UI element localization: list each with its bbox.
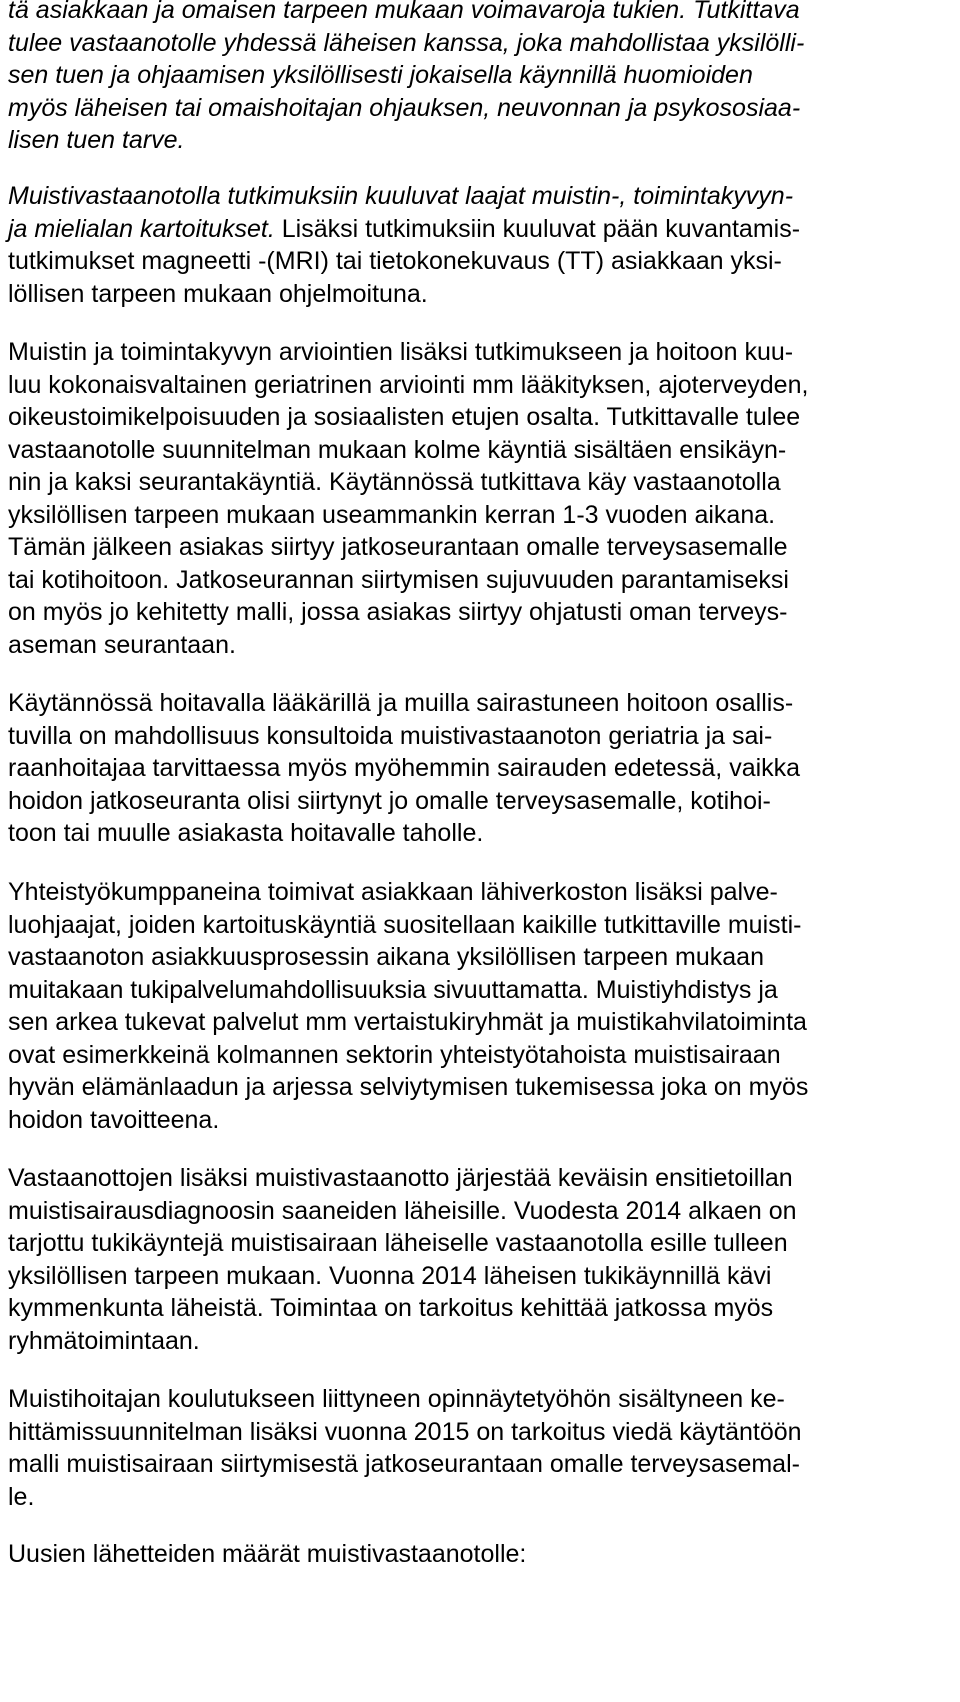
text-line — [8, 278, 800, 311]
text-line — [8, 1481, 802, 1514]
text-segment: yksilöllisen tarpeen mukaan useammankin kerran 1-3 vuoden aikana. — [8, 500, 776, 529]
text-segment: muitakaan tukipalvelumahdollisuuksia sivuuttamatta. Muistiyhdistys ja — [8, 975, 778, 1004]
text-line — [8, 785, 800, 818]
text-segment: hittämissuunnitelman lisäksi vuonna 2015 on tarkoitus viedä käytäntöön — [8, 1417, 802, 1446]
text-line — [8, 27, 804, 60]
text-segment: malli muistisairaan siirtymisestä jatkoseurantaan omalle terveysasemal- — [8, 1450, 800, 1478]
text-segment: Vastaanottojen lisäksi muistivastaanotto järjestää keväisin ensitietoillan — [8, 1164, 793, 1192]
text-line — [8, 1383, 802, 1416]
paragraph-1 — [8, 0, 804, 157]
text-line — [8, 213, 800, 246]
text-line — [8, 941, 808, 974]
text-line — [8, 466, 808, 499]
paragraph-5 — [8, 876, 808, 1136]
text-segment: sen tuen ja ohjaamisen yksilöllisesti jokaisella käynnillä huomioiden — [8, 61, 753, 89]
text-segment: kymmenkunta läheistä. Toimintaa on tarkoitus kehittää jatkossa myös — [8, 1294, 774, 1322]
text-line — [8, 531, 808, 564]
text-segment: Muistin ja toimintakyvyn arviointien lisäksi tutkimukseen ja hoitoon kuu- — [8, 338, 794, 366]
paragraph-6 — [8, 1162, 797, 1357]
text-segment: hoidon jatkoseuranta olisi siirtynyt jo omalle terveysasemalle, kotihoi- — [8, 786, 771, 815]
text-segment: hyvän elämänlaadun ja arjessa selviytymisen tukemisessa joka on myös — [8, 1073, 809, 1101]
text-segment: tarjottu tukikäyntejä muistisairaan läheiselle vastaanotolla esille tulleen — [8, 1229, 788, 1257]
text-line — [8, 596, 808, 629]
text-segment: raanhoitajaa tarvittaessa myös myöhemmin sairauden edetessä, vaikka — [8, 754, 801, 782]
text-segment: Uusien lähetteiden määrät muistivastaanotolle: — [8, 1540, 527, 1568]
text-line — [8, 180, 800, 213]
text-line — [8, 720, 800, 753]
text-segment: myös läheisen tai omaishoitajan ohjauksen, neuvonnan ja psykososiaa- — [8, 93, 801, 122]
text-segment: oikeustoimikelpoisuuden ja sosiaalisten etujen osalta. Tutkittavalle tulee — [8, 403, 801, 431]
text-segment: lisen tuen tarve. — [8, 126, 185, 154]
text-line — [8, 1162, 797, 1195]
text-line — [8, 92, 804, 125]
text-segment: ryhmätoimintaan. — [8, 1326, 200, 1355]
text-line — [8, 0, 804, 27]
text-line — [8, 974, 808, 1007]
text-segment: toon tai muulle asiakasta hoitavalle taholle. — [8, 819, 484, 847]
text-line — [8, 629, 808, 662]
text-segment: luohjaajat, joiden kartoituskäyntiä suositellaan kaikille tutkittaville muisti- — [8, 910, 802, 939]
text-line — [8, 564, 808, 597]
text-line — [8, 909, 808, 942]
text-line — [8, 499, 808, 532]
text-line — [8, 1006, 808, 1039]
text-segment: sen arkea tukevat palvelut mm vertaistukiryhmät ja muistikahvilatoiminta — [8, 1008, 807, 1036]
text-segment: Tämän jälkeen asiakas siirtyy jatkoseurantaan omalle terveysasemalle — [8, 533, 788, 561]
text-line — [8, 817, 800, 850]
text-line — [8, 245, 800, 278]
text-line — [8, 1292, 797, 1325]
text-line — [8, 1260, 797, 1293]
text-segment: on myös jo kehitetty malli, jossa asiakas siirtyy ohjatusti oman terveys- — [8, 598, 788, 626]
paragraph-2 — [8, 180, 800, 310]
text-line — [8, 1448, 802, 1481]
text-line — [8, 434, 808, 467]
text-segment: Yhteistyökumppaneina toimivat asiakkaan lähiverkoston lisäksi palve- — [8, 878, 778, 906]
text-segment: tuvilla on mahdollisuus konsultoida muistivastaanoton geriatria ja sai- — [8, 721, 773, 750]
paragraph-3 — [8, 336, 808, 661]
text-line — [8, 1104, 808, 1137]
text-segment: Lisäksi tutkimuksiin kuuluvat pään kuvantamis- — [274, 214, 801, 243]
text-line — [8, 1071, 808, 1104]
text-segment: le. — [8, 1482, 35, 1511]
text-segment: tulee vastaanotolle yhdessä läheisen kanssa, joka mahdollistaa yksilölli- — [8, 28, 805, 57]
text-segment: tä asiakkaan ja omaisen tarpeen mukaan voimavaroja tukien. Tutkittava — [8, 0, 800, 24]
paragraph-8 — [8, 1538, 526, 1571]
paragraph-7 — [8, 1383, 802, 1513]
text-segment: Muistihoitajan koulutukseen liittyneen opinnäytetyöhön sisältyneen ke- — [8, 1385, 785, 1413]
text-segment: vastaanoton asiakkuusprosessin aikana yksilöllisen tarpeen mukaan — [8, 943, 764, 971]
text-line — [8, 1195, 797, 1228]
text-segment: yksilöllisen tarpeen mukaan. Vuonna 2014 läheisen tukikäynnillä kävi — [8, 1261, 772, 1290]
text-line — [8, 124, 804, 157]
text-line — [8, 1538, 526, 1571]
text-segment: vastaanotolle suunnitelman mukaan kolme käyntiä sisältäen ensikäyn- — [8, 435, 787, 464]
paragraph-4 — [8, 687, 800, 850]
text-segment: hoidon tavoitteena. — [8, 1105, 220, 1134]
text-segment: löllisen tarpeen mukaan ohjelmoituna. — [8, 279, 428, 308]
text-line — [8, 369, 808, 402]
text-line — [8, 1325, 797, 1358]
text-line — [8, 876, 808, 909]
text-line — [8, 336, 808, 369]
text-line — [8, 752, 800, 785]
text-line — [8, 1227, 797, 1260]
text-segment: tutkimukset magneetti -(MRI) tai tietokonekuvaus (TT) asiakkaan yksi- — [8, 247, 782, 275]
text-line — [8, 59, 804, 92]
text-segment: ja mielialan kartoitukset. — [8, 214, 275, 243]
text-segment: luu kokonaisvaltainen geriatrinen arviointi mm lääkityksen, ajoterveyden, — [8, 370, 809, 399]
text-segment: ovat esimerkkeinä kolmannen sektorin yhteistyötahoista muistisairaan — [8, 1040, 781, 1069]
text-line — [8, 1039, 808, 1072]
text-segment: nin ja kaksi seurantakäyntiä. Käytännössä tutkittava käy vastaanotolla — [8, 468, 781, 496]
text-line — [8, 687, 800, 720]
text-segment: Käytännössä hoitavalla lääkärillä ja muilla sairastuneen hoitoon osallis- — [8, 689, 794, 717]
text-segment: Muistivastaanotolla tutkimuksiin kuuluvat laajat muistin-, toimintakyvyn- — [8, 182, 794, 210]
text-segment: tai kotihoitoon. Jatkoseurannan siirtymisen sujuvuuden parantamiseksi — [8, 565, 789, 594]
text-line — [8, 1416, 802, 1449]
text-line — [8, 401, 808, 434]
text-segment: muistisairausdiagnoosin saaneiden läheisille. Vuodesta 2014 alkaen on — [8, 1196, 797, 1225]
text-segment: aseman seurantaan. — [8, 630, 236, 659]
